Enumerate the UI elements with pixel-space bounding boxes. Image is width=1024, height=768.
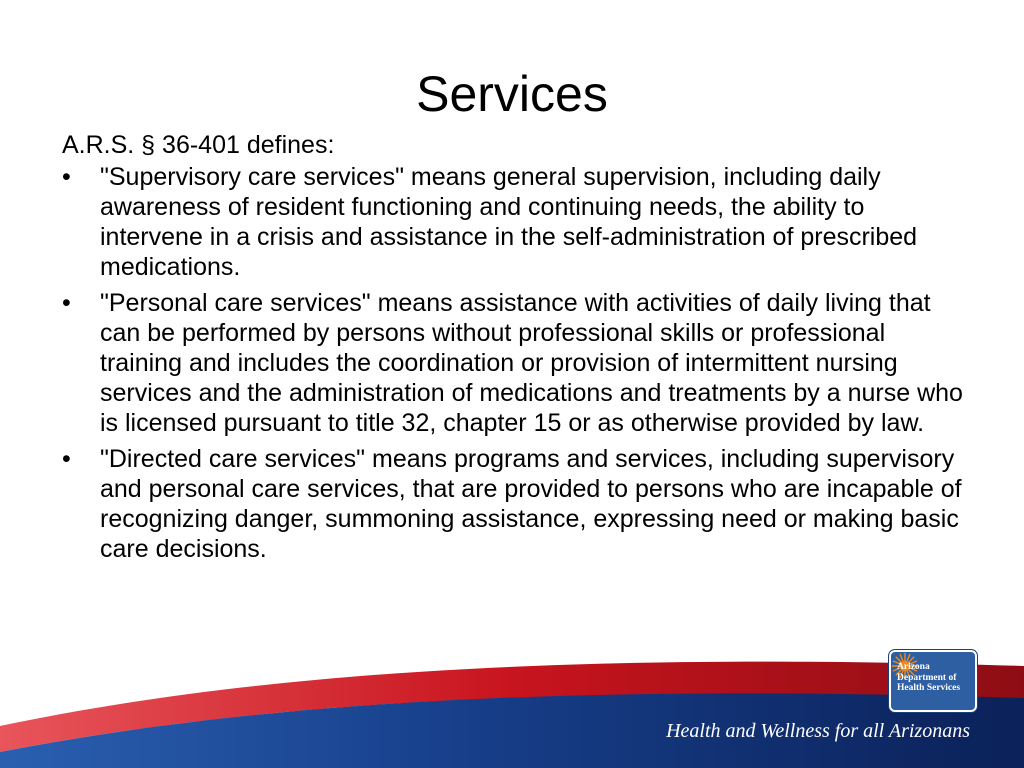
slide-content bbox=[62, 130, 972, 570]
bullet-icon: • bbox=[62, 445, 71, 473]
bullet-icon: • bbox=[62, 163, 71, 191]
bullet-icon: • bbox=[62, 289, 71, 317]
intro-text: A.R.S. § 36-401 defines: bbox=[62, 131, 335, 159]
adhs-logo bbox=[889, 650, 977, 712]
definition-list bbox=[62, 162, 972, 564]
definition-item bbox=[62, 288, 972, 438]
logo-text: Arizona Department of Health Services bbox=[897, 662, 961, 693]
definition-item bbox=[62, 162, 972, 282]
slide-title: Services bbox=[416, 66, 608, 122]
definition-text: "Personal care services" means assistance with activities of daily living that can be performed by persons without professional skills or professional training and includes the coordination or provision of intermittent nursing services and the administration of medications and treatments by a nurse who is licensed pursuant to title 32, chapter 15 or as otherwise provided by law. bbox=[100, 289, 963, 437]
definition-item bbox=[62, 444, 972, 564]
definition-text: "Directed care services" means programs and services, including supervisory and personal care services, that are provided to persons who are incapable of recognizing danger, summoning assistance, expressing need or making basic care decisions. bbox=[100, 445, 962, 563]
footer-banner bbox=[0, 640, 1024, 768]
footer-tagline: Health and Wellness for all Arizonans bbox=[666, 720, 970, 742]
footer-wave bbox=[0, 640, 1024, 768]
definition-text: "Supervisory care services" means general supervision, including daily awareness of resident functioning and continuing needs, the ability to intervene in a crisis and assistance in the self-administration of prescribed medications. bbox=[100, 163, 918, 281]
